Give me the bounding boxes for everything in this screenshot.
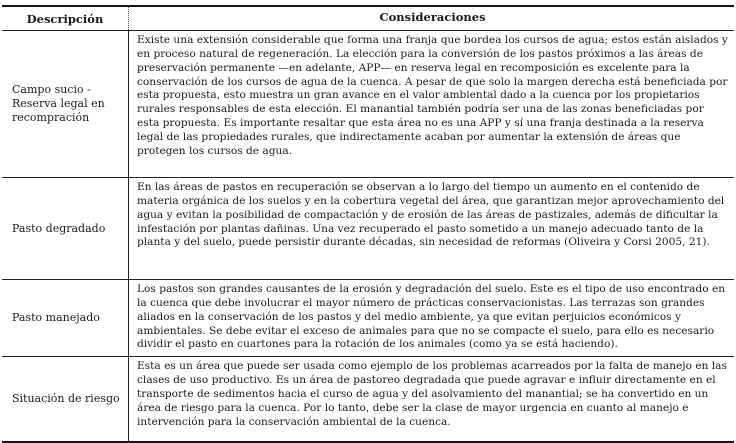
table-row [2,279,734,356]
table-row [2,30,734,177]
row-text-pasto-manejado: Los pastos son grandes causantes de la erosión y degradación del suelo. Este es el tipo de uso encontrado en la cuenca que debe involucrar el mayor número de prácticas conservacionistas. Las terrazas son grandes aliados en la conservación de los pastos y del medio ambiente, ya que evitan perjuicios económicos y ambientales. Se debe evitar el exceso de animales para que no se compacte el suelo, para ello es necesario dividir el pasto en cuartones para la rotación de los animales (como ya se está haciendo). [137,283,726,351]
row-label-pasto-degradado: Pasto degradado [2,178,129,279]
land-use-table [2,5,734,443]
row-label-campo-sucio: Campo sucio - Reserva legal en recompración [2,31,129,177]
table-header-row [2,7,734,30]
header-cell-description: Descripción [2,7,129,30]
table-row [2,177,734,279]
table-row [2,356,734,441]
row-label-situacion-de-riesgo: Situación de riesgo [2,357,129,441]
row-label-pasto-manejado: Pasto manejado [2,280,129,356]
row-text-campo-sucio: Existe una extensión considerable que forma una franja que bordea los cursos de agua; estos están aislados y en proceso natural de regeneración. La elección para la conversión de los pastos próximos a las áreas de preservación permanente —en adelante, APP— en reserva legal en recomposición es excelente para la conservación de los cursos de agua de la cuenca. A pesar de que solo la margen derecha está beneficiada por esta propuesta, esto muestra un gran avance en el valor ambiental dado a la cuenca por los propietarios rurales responsables de esta elección. El manantial también podría ser una de las zonas beneficiadas por esta propuesta. Es importante resaltar que esta área no es una APP y sí una franja destinada a la reserva legal de las propiedades rurales, que indirectamente acaban por aumentar la extensión de áreas que protegen los cursos de agua. [137,34,728,157]
row-text-situacion-de-riesgo: Esta es un área que puede ser usada como ejemplo de los problemas acarreados por la falta de manejo en las clases de uso productivo. Es un área de pastoreo degradada que puede agravar e influir directamente en el transporte de sedimentos hacia el curso de agua y del asolvamiento del manantial; se ha convertido en un área de riesgo para la cuenca. Por lo tanto, debe ser la clase de mayor urgencia en cuanto al manejo e intervención para la conservación ambiental de la cuenca. [137,360,727,428]
row-text-pasto-degradado: En las áreas de pastos en recuperación se observan a lo largo del tiempo un aumento en el contenido de materia orgánica de los suelos y en la cobertura vegetal del área, que garantizan mejor aprovechamiento del agua y evitan la posibilidad de compactación y de erosión de las áreas de pastizales, además de dificultar la infestación por plantas dañinas. Una vez recuperado el pasto sometido a un manejo adecuado tanto de la planta y del suelo, puede persistir durante décadas, sin necesidad de reformas (Oliveira y Corsi 2005, 21). [137,181,725,249]
header-cell-considerations: Consideraciones [379,10,486,25]
